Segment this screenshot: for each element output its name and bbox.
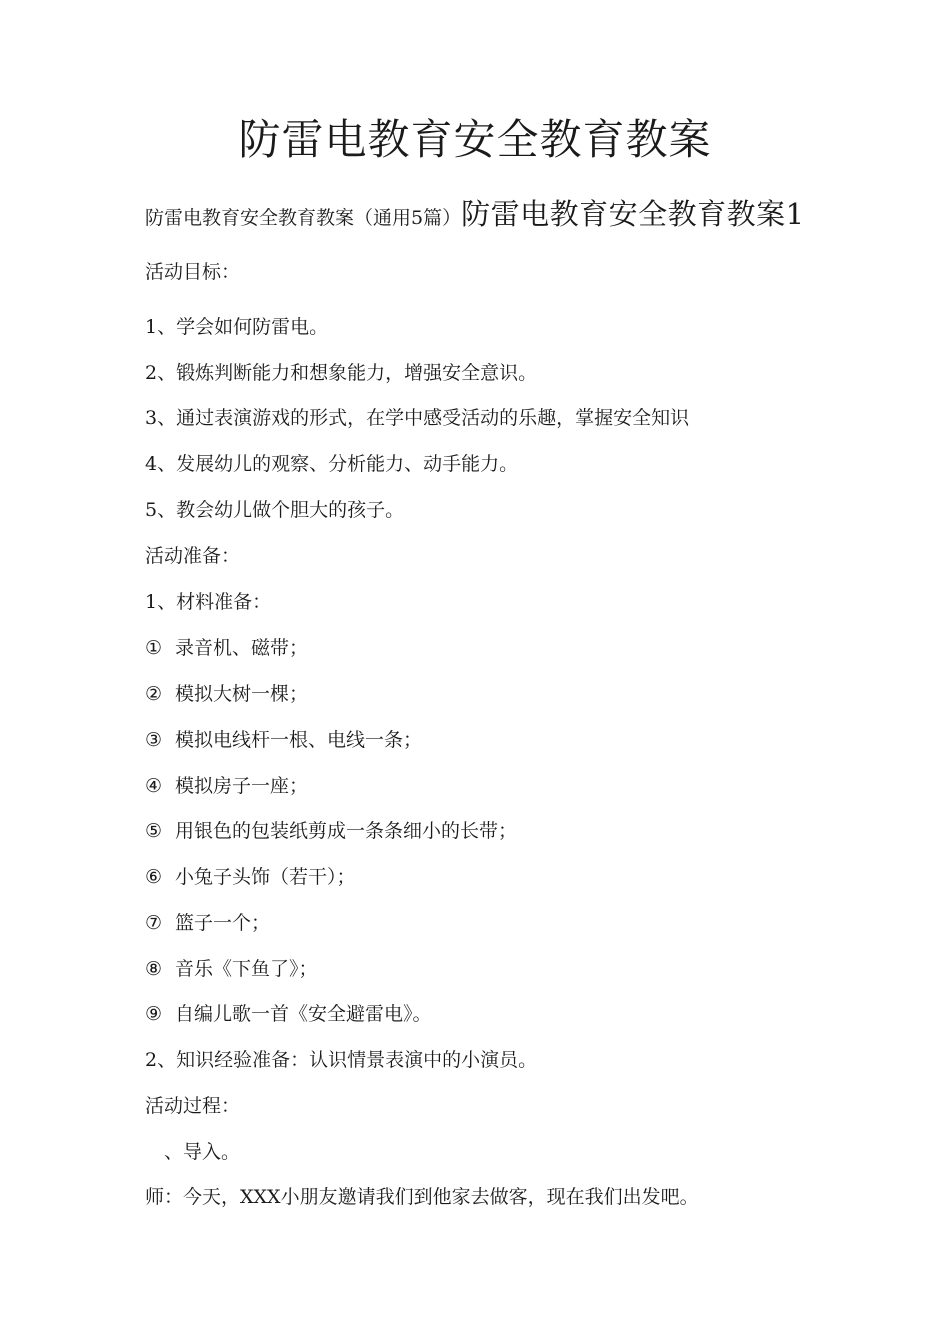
material-text: 篮子一个； [175, 912, 271, 934]
material-text: 自编儿歌一首《安全避雷电》。 [175, 1003, 432, 1025]
goal-item: 4、发展幼儿的观察、分析能力、动手能力。 [145, 453, 519, 475]
item-marker: ⑨ [145, 1003, 163, 1025]
material-item [145, 863, 356, 891]
material-item [145, 634, 308, 662]
teacher-line: 师：今天，XXX小朋友邀请我们到他家去做客，现在我们出发吧。 [145, 1186, 699, 1208]
material-text: 模拟房子一座； [175, 775, 309, 797]
material-item [145, 1000, 432, 1028]
material-heading: 1、材料准备： [145, 591, 272, 613]
process-heading: 活动过程： [145, 1095, 241, 1117]
document-subtitle [145, 192, 805, 241]
step-intro: 、导入。 [164, 1141, 241, 1163]
item-marker: ⑦ [145, 912, 163, 934]
material-item [145, 772, 308, 800]
material-item [145, 955, 318, 983]
material-item [145, 909, 270, 937]
item-marker: ⑧ [145, 958, 163, 980]
prep-heading: 活动准备： [145, 545, 241, 567]
knowledge-prep: 2、知识经验准备：认识情景表演中的小演员。 [145, 1049, 538, 1071]
material-text: 模拟电线杆一根、电线一条； [175, 729, 423, 751]
material-text: 用银色的包装纸剪成一条条细小的长带； [175, 820, 518, 842]
material-text: 音乐《下鱼了》； [175, 958, 318, 980]
item-marker: ④ [145, 775, 163, 797]
material-item [145, 817, 517, 845]
item-marker: ⑥ [145, 866, 163, 888]
item-marker: ③ [145, 729, 163, 751]
item-marker: ⑤ [145, 820, 163, 842]
subtitle-large: 防雷电教育安全教育教案1 [461, 197, 805, 231]
goal-item: 5、教会幼儿做个胆大的孩子。 [145, 499, 405, 521]
goal-item: 3、通过表演游戏的形式，在学中感受活动的乐趣，掌握安全知识 [145, 407, 690, 429]
material-text: 录音机、磁带； [175, 637, 309, 659]
material-text: 模拟大树一棵； [175, 683, 309, 705]
goal-item: 2、锻炼判断能力和想象能力，增强安全意识。 [145, 362, 538, 384]
material-item [145, 726, 422, 754]
document-title: 防雷电教育安全教育教案 [238, 115, 712, 164]
goals-heading: 活动目标： [145, 261, 241, 283]
goal-item: 1、学会如何防雷电。 [145, 316, 329, 338]
material-item [145, 680, 308, 708]
item-marker: ② [145, 683, 163, 705]
subtitle-small: 防雷电教育安全教育教案（通用5篇） [145, 207, 462, 229]
item-marker: ① [145, 637, 163, 659]
material-text: 小兔子头饰（若干）； [175, 866, 356, 888]
